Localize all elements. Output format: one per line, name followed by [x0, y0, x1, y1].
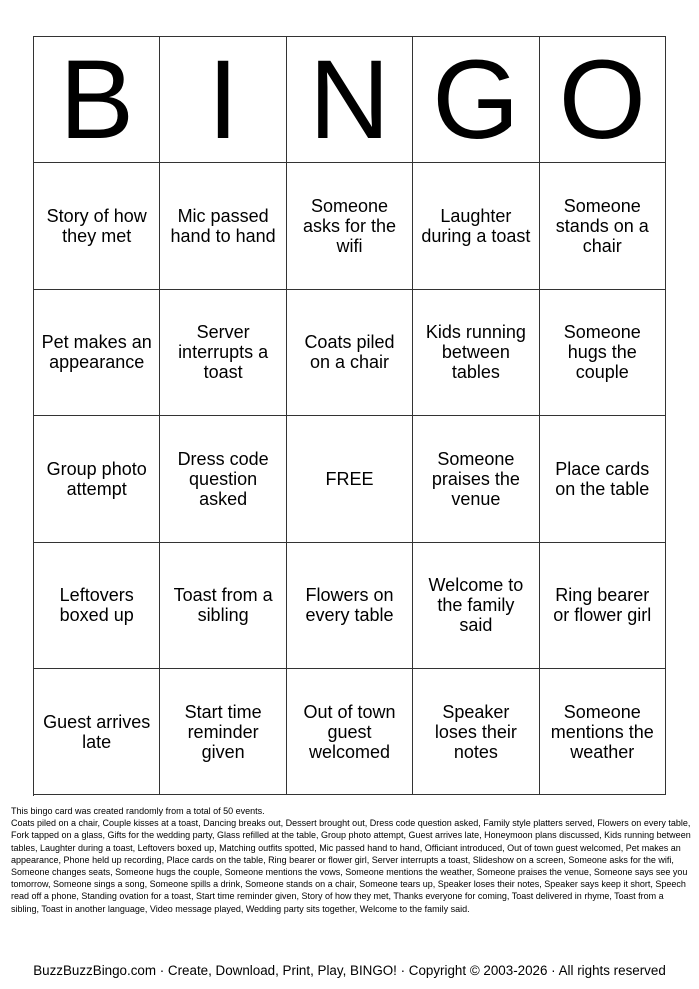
- header-letter-o: O: [540, 37, 666, 163]
- header-letter-i: I: [160, 37, 286, 163]
- header-letter-n: N: [287, 37, 413, 163]
- bingo-cell: Someone mentions the weather: [540, 669, 666, 795]
- bingo-cell: Someone stands on a chair: [540, 163, 666, 289]
- bingo-cell: Kids running between tables: [413, 290, 539, 416]
- header-letter-g: G: [413, 37, 539, 163]
- bingo-cell: Guest arrives late: [34, 669, 160, 795]
- bingo-cell: Someone praises the venue: [413, 416, 539, 542]
- bingo-cell: Pet makes an appearance: [34, 290, 160, 416]
- bingo-cell: Mic passed hand to hand: [160, 163, 286, 289]
- bingo-header-row: [34, 37, 666, 163]
- bingo-cell: Coats piled on a chair: [287, 290, 413, 416]
- bingo-cell: Story of how they met: [34, 163, 160, 289]
- bingo-row-4: [34, 543, 666, 669]
- bingo-cell: Out of town guest welcomed: [287, 669, 413, 795]
- bingo-cell: Ring bearer or flower girl: [540, 543, 666, 669]
- bingo-cell: Welcome to the family said: [413, 543, 539, 669]
- bingo-cell: Dress code question asked: [160, 416, 286, 542]
- bingo-cell: Leftovers boxed up: [34, 543, 160, 669]
- card-info: [11, 805, 691, 915]
- bingo-cell: Server interrupts a toast: [160, 290, 286, 416]
- bingo-row-2: [34, 290, 666, 416]
- bingo-cell: Toast from a sibling: [160, 543, 286, 669]
- bingo-cell: Start time reminder given: [160, 669, 286, 795]
- bingo-row-5: [34, 669, 666, 795]
- bingo-cell: Someone asks for the wifi: [287, 163, 413, 289]
- bingo-cell: Speaker loses their notes: [413, 669, 539, 795]
- card-info-intro: This bingo card was created randomly from a total of 50 events.: [11, 806, 265, 816]
- bingo-cell: Someone hugs the couple: [540, 290, 666, 416]
- bingo-row-1: [34, 163, 666, 289]
- page-footer: BuzzBuzzBingo.com · Create, Download, Print, Play, BINGO! · Copyright © 2003-2026 · All rights reserved: [33, 963, 666, 978]
- bingo-free-cell: FREE: [287, 416, 413, 542]
- bingo-cell: Group photo attempt: [34, 416, 160, 542]
- header-letter-b: B: [34, 37, 160, 163]
- card-info-events: Coats piled on a chair, Couple kisses at a toast, Dancing breaks out, Dessert brought out, Dress code question asked, Family style platters served, Flowers on every table, Fork tapped on a glass, Gifts for the wedding party, Glass refilled at the table, Group photo attempt, Guest arrives late, Honeymoon plans discussed, Kids running between tables, Laughter during a toast, Leftovers boxed up, Matching outfits spotted, Mic passed hand to hand, Officiant introduced, Out of town guest welcomed, Pet makes an appearance, Phone held up recording, Place cards on the table, Ring bearer or flower girl, Server interrupts a toast, Slideshow on a screen, Someone asks for the wifi, Someone changes seats, Someone hugs the couple, Someone mentions the vows, Someone mentions the weather, Someone praises the venue, Someone says see you tomorrow, Someone sings a song, Someone spills a drink, Someone stands on a chair, Someone tears up, Speaker loses their notes, Speaker says keep it short, Speech read off a phone, Standing ovation for a toast, Start time reminder given, Story of how they met, Thanks everyone for coming, Toast delivered in rhyme, Toast from a sibling, Toast in another language, Video message played, Wedding party sits together, Welcome to the family said.: [11, 818, 691, 914]
- bingo-cell: Place cards on the table: [540, 416, 666, 542]
- bingo-card: [33, 36, 666, 796]
- bingo-cell: Laughter during a toast: [413, 163, 539, 289]
- bingo-cell: Flowers on every table: [287, 543, 413, 669]
- bingo-row-3: [34, 416, 666, 542]
